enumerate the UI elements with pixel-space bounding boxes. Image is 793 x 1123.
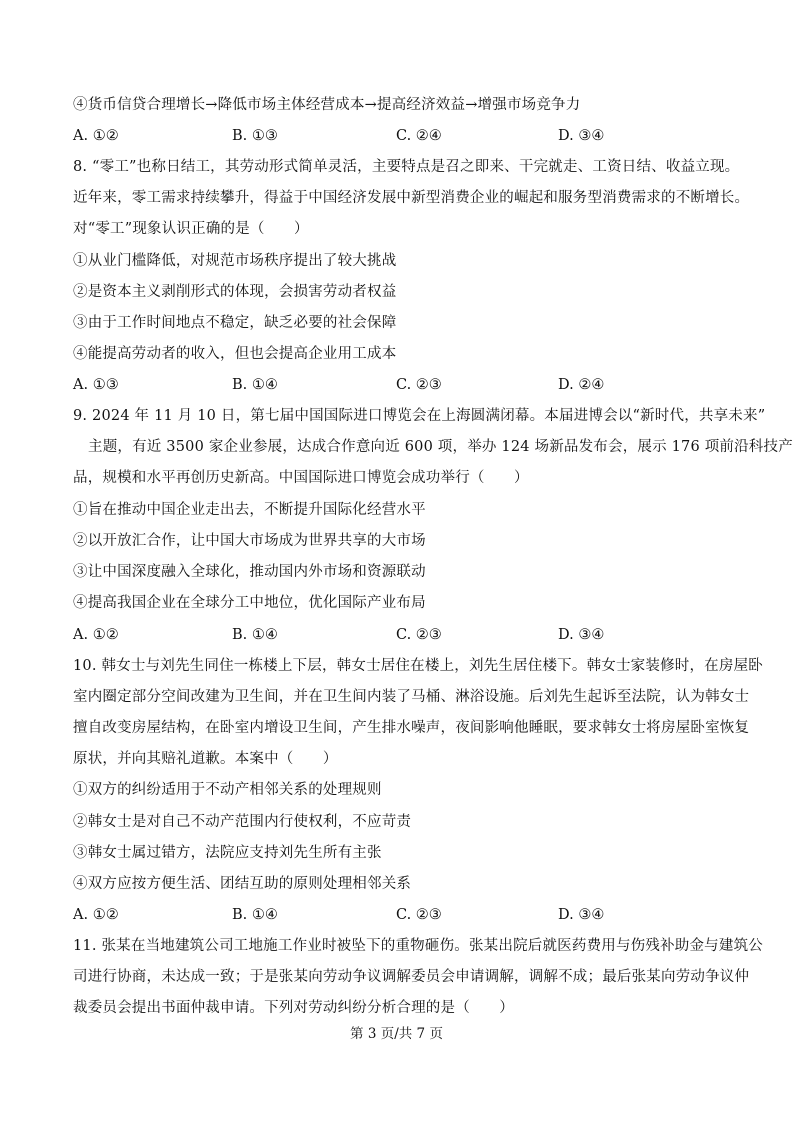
q10-stem-line-3: 擅自改变房屋结构，在卧室内增设卫生间，产生排水噪声，夜间影响他睡眠，要求韩女士将房屋卧室恢复: [73, 720, 750, 736]
q7-option-b: B. ①③: [232, 128, 278, 144]
q8-stem-line-3: 对“零工”现象认识正确的是（ ）: [73, 221, 309, 237]
q9-statement-1: ①旨在推动中国企业走出去，不断提升国际化经营水平: [73, 502, 426, 518]
q8-statement-1: ①从业门槛降低，对规范市场秩序提出了较大挑战: [73, 253, 397, 269]
q11-stem-line-1: 11. 张某在当地建筑公司工地施工作业时被坠下的重物砸伤。张某出院后就医药费用与伤残补助金与建筑公: [73, 938, 763, 954]
q9-option-a: A. ①②: [73, 627, 119, 643]
q11-stem-line-2: 司进行协商，未达成一致；于是张某向劳动争议调解委员会申请调解，调解不成；最后张某向劳动争议仲: [73, 969, 750, 985]
q10-statement-4: ④双方应按方便生活、团结互助的原则处理相邻关系: [73, 876, 412, 892]
q10-stem-line-2: 室内圈定部分空间改建为卫生间，并在卫生间内装了马桶、淋浴设施。后刘先生起诉至法院，认为韩女士: [73, 689, 750, 705]
q9-option-b: B. ①④: [232, 627, 278, 643]
q9-stem-line-1: 9. 2024 年 11 月 10 日，第七届中国国际进口博览会在上海圆满闭幕。本届进博会以“新时代，共享未来”: [73, 408, 766, 424]
q8-statement-2: ②是资本主义剥削形式的体现，会损害劳动者权益: [73, 284, 397, 300]
q8-statement-4: ④能提高劳动者的收入，但也会提高企业用工成本: [73, 346, 397, 362]
q7-option-d: D. ③④: [558, 128, 605, 144]
q8-statement-3: ③由于工作时间地点不稳定，缺乏必要的社会保障: [73, 315, 397, 331]
q10-stem-line-1: 10. 韩女士与刘先生同住一栋楼上下层，韩女士居住在楼上，刘先生居住楼下。韩女士家装修时，在房屋卧: [73, 658, 763, 674]
q7-option-c: C. ②④: [396, 128, 442, 144]
q9-statement-2: ②以开放汇合作，让中国大市场成为世界共享的大市场: [73, 533, 426, 549]
q9-option-c: C. ②③: [396, 627, 442, 643]
q8-option-a: A. ①③: [73, 377, 119, 393]
page-number: 第 3 页/共 7 页: [350, 1026, 443, 1042]
q8-option-c: C. ②③: [396, 377, 442, 393]
q10-statement-3: ③韩女士属过错方，法院应支持刘先生所有主张: [73, 845, 382, 861]
q9-statement-3: ③让中国深度融入全球化，推动国内外市场和资源联动: [73, 564, 426, 580]
q10-stem-line-4: 原状，并向其赔礼道歉。本案中（ ）: [73, 751, 338, 767]
q8-option-b: B. ①④: [232, 377, 278, 393]
q10-option-c: C. ②③: [396, 907, 442, 923]
q10-statement-1: ①双方的纠纷适用于不动产相邻关系的处理规则: [73, 782, 382, 798]
q10-option-d: D. ③④: [558, 907, 605, 923]
q8-stem-line-2: 近年来，零工需求持续攀升，得益于中国经济发展中新型消费企业的崛起和服务型消费需求的不断增长。: [73, 190, 750, 206]
q10-option-b: B. ①④: [232, 907, 278, 923]
q11-stem-line-3: 裁委员会提出书面仲裁申请。下列对劳动纠纷分析合理的是（ ）: [73, 1000, 514, 1016]
q9-stem-line-3: 品，规模和水平再创历史新高。中国国际进口博览会成功举行（ ）: [73, 470, 529, 486]
q9-statement-4: ④提高我国企业在全球分工中地位，优化国际产业布局: [73, 595, 426, 611]
q7-statement-4: ④货币信贷合理增长→降低市场主体经营成本→提高经济效益→增强市场竞争力: [73, 97, 581, 113]
q10-option-a: A. ①②: [73, 907, 119, 923]
q8-stem-line-1: 8. “零工”也称日结工，其劳动形式简单灵活，主要特点是召之即来、干完就走、工资日结、收益立现。: [73, 159, 740, 175]
q10-statement-2: ②韩女士是对自己不动产范围内行使权利，不应苛责: [73, 814, 412, 830]
q9-option-d: D. ③④: [558, 627, 605, 643]
q8-option-d: D. ②④: [558, 377, 605, 393]
q9-stem-line-2: 主题，有近 3500 家企业参展，达成合作意向近 600 项，举办 124 场新品发布会，展示 176 项前沿科技产: [88, 439, 793, 455]
q7-option-a: A. ①②: [73, 128, 119, 144]
